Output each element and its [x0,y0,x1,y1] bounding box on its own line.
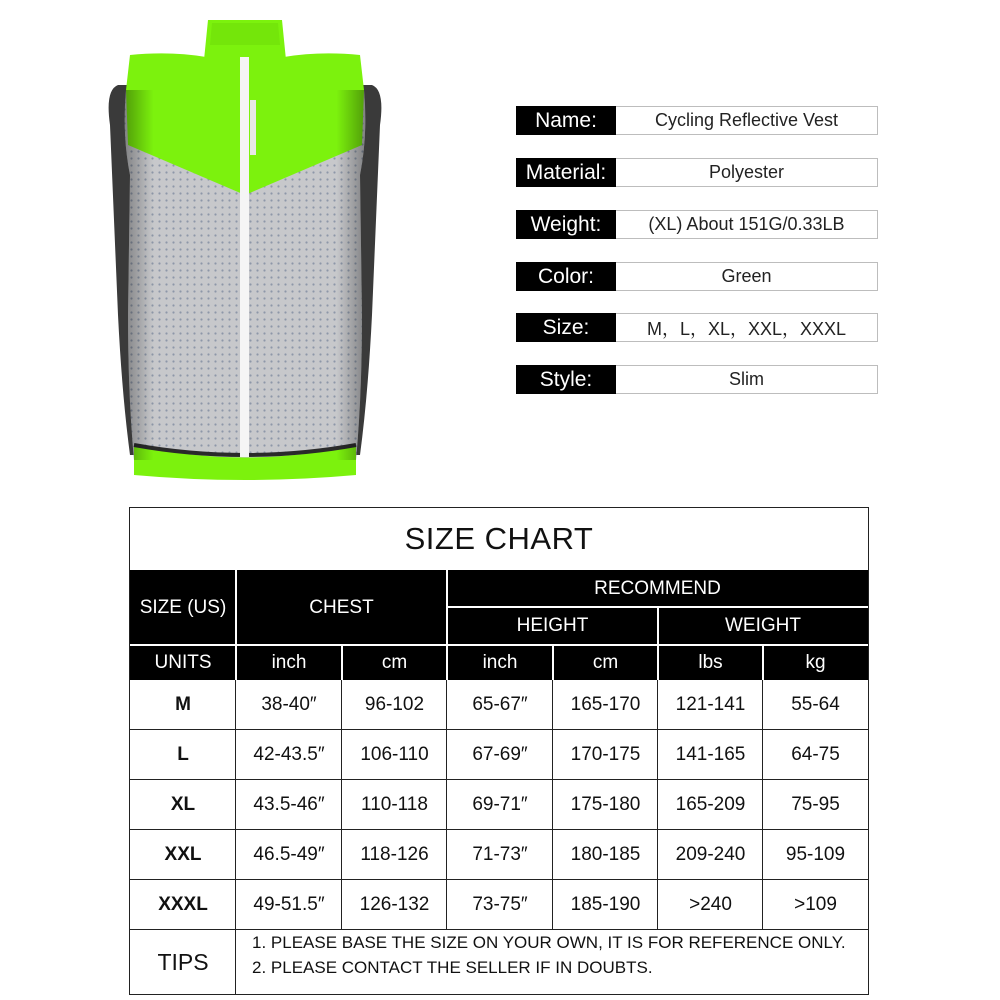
weight-lbs: 165-209 [658,780,763,829]
height-inch: 65-67″ [447,680,553,729]
unit-weight-lbs: lbs [658,645,763,680]
row-size: L [130,730,236,779]
header-height: HEIGHT [447,607,658,645]
spec-value: Slim [616,365,878,394]
weight-kg: 95-109 [763,830,868,879]
height-inch: 71-73″ [447,830,553,879]
height-cm: 170-175 [553,730,658,779]
tips-label: TIPS [130,930,236,994]
height-inch: 69-71″ [447,780,553,829]
unit-height-cm: cm [553,645,658,680]
height-cm: 180-185 [553,830,658,879]
chest-inch: 38-40″ [236,680,342,729]
spec-value: Cycling Reflective Vest [616,106,878,135]
spec-row-color [516,262,878,291]
header-recommend: RECOMMEND [447,570,868,607]
height-cm: 175-180 [553,780,658,829]
header-weight: WEIGHT [658,607,868,645]
spec-value: (XL) About 151G/0.33LB [616,210,878,239]
row-size: M [130,680,236,729]
height-cm: 185-190 [553,880,658,929]
size-chart-title: SIZE CHART [404,521,594,556]
spec-label: Style: [516,365,616,394]
chest-inch: 49-51.5″ [236,880,342,929]
chest-cm: 118-126 [342,830,447,879]
weight-kg: >109 [763,880,868,929]
tip-line: 1. PLEASE BASE THE SIZE ON YOUR OWN, IT IS FOR REFERENCE ONLY. [252,933,846,952]
vest-zipper [240,57,249,457]
weight-lbs: >240 [658,880,763,929]
spec-row-weight [516,210,878,239]
row-size: XL [130,780,236,829]
spec-label: Name: [516,106,616,135]
chest-cm: 126-132 [342,880,447,929]
chest-cm: 106-110 [342,730,447,779]
spec-row-name [516,106,878,135]
chest-cm: 96-102 [342,680,447,729]
spec-row-material [516,158,878,187]
chest-cm: 110-118 [342,780,447,829]
weight-lbs: 209-240 [658,830,763,879]
size-chart-table [129,507,869,995]
unit-chest-cm: cm [342,645,447,680]
spec-row-style [516,365,878,394]
header-size: SIZE (US) [130,570,236,645]
spec-label: Color: [516,262,616,291]
spec-value: Green [616,262,878,291]
weight-kg: 55-64 [763,680,868,729]
weight-kg: 64-75 [763,730,868,779]
spec-row-size [516,313,878,342]
chest-inch: 43.5-46″ [236,780,342,829]
height-inch: 73-75″ [447,880,553,929]
weight-kg: 75-95 [763,780,868,829]
cycling-vest-image [100,15,390,485]
spec-value: M，L，XL，XXL，XXXL [616,313,878,342]
height-cm: 165-170 [553,680,658,729]
spec-value: Polyester [616,158,878,187]
row-size: XXXL [130,880,236,929]
weight-lbs: 121-141 [658,680,763,729]
chest-inch: 42-43.5″ [236,730,342,779]
row-size: XXL [130,830,236,879]
spec-label: Weight: [516,210,616,239]
tips-text [236,930,868,994]
spec-label: Material: [516,158,616,187]
height-inch: 67-69″ [447,730,553,779]
unit-chest-inch: inch [236,645,342,680]
unit-weight-kg: kg [763,645,868,680]
tip-line: 2. PLEASE CONTACT THE SELLER IF IN DOUBTS. [252,958,653,977]
units-label: UNITS [130,645,236,680]
weight-lbs: 141-165 [658,730,763,779]
spec-label: Size: [516,313,616,342]
header-chest: CHEST [236,570,447,645]
unit-height-inch: inch [447,645,553,680]
chest-inch: 46.5-49″ [236,830,342,879]
